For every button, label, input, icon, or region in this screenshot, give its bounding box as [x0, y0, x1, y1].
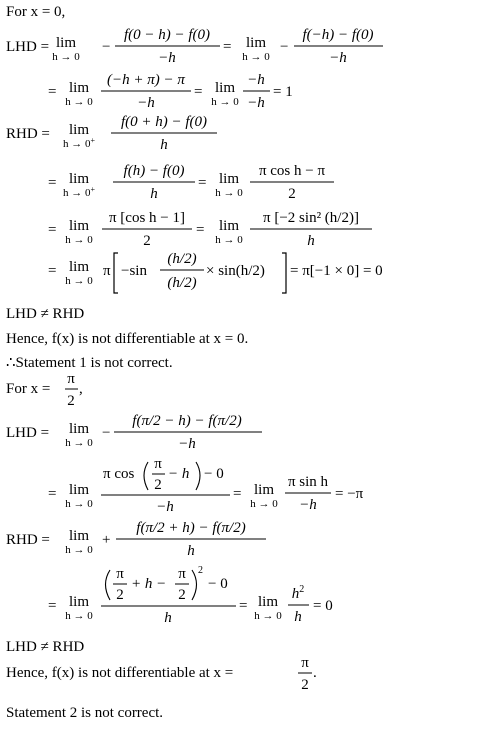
fraction-denominator: −h	[137, 95, 155, 111]
fraction-numerator: π [−2 sin² (h/2)]	[263, 210, 359, 226]
equals-sign: =	[48, 486, 57, 502]
plus-sign: +	[102, 532, 111, 548]
fraction-denominator: h	[160, 137, 168, 153]
inner-tail: − h	[168, 466, 190, 482]
expr-tail: − 0	[208, 576, 228, 592]
lim-operator: lim	[68, 122, 90, 138]
lim-subscript: h → 0	[65, 544, 93, 556]
lim-operator: lim	[68, 80, 90, 96]
equals-sign: =	[198, 175, 207, 191]
lim-operator: lim	[68, 528, 90, 544]
lim-operator: lim	[68, 421, 90, 437]
lim-subscript: h → 0	[254, 610, 282, 622]
fraction-denominator: 2	[288, 186, 296, 202]
fraction-numerator: −h	[247, 72, 265, 88]
lim-operator: lim	[218, 218, 240, 234]
lim-operator: lim	[218, 171, 240, 187]
inequality-statement: LHD ≠ RHD	[6, 306, 85, 322]
case2-rhd-label: RHD =	[6, 532, 50, 548]
fraction-numerator: π	[116, 566, 124, 582]
lim-subscript: h → 0+	[62, 185, 96, 199]
left-bracket	[114, 253, 118, 293]
minus-sign: −	[280, 39, 289, 55]
fraction-denominator: h	[150, 186, 158, 202]
fraction-denominator: h	[187, 543, 195, 559]
right-paren	[192, 570, 197, 600]
hence-statement: Hence, f(x) is not differentiable at x =	[6, 665, 234, 681]
fraction-denominator: 2	[67, 393, 75, 409]
fraction-denominator: −h	[178, 436, 196, 452]
fraction-numerator: π cos h − π	[258, 163, 326, 179]
lim-subscript: h → 0	[211, 96, 239, 108]
fraction-numerator: π	[178, 566, 186, 582]
fraction-denominator: −h	[329, 50, 347, 66]
lim-operator: lim	[68, 171, 90, 187]
minus-sign: −	[102, 39, 111, 55]
equals-sign: =	[48, 84, 57, 100]
hence-statement: Hence, f(x) is not differentiable at x = 0.	[6, 331, 249, 347]
lim-subscript: h → 0	[52, 51, 80, 63]
equals-sign: =	[196, 222, 205, 238]
fraction-denominator: 2	[116, 587, 124, 603]
equals-sign: =	[48, 175, 57, 191]
fraction-numerator: f(0 − h) − f(0)	[123, 27, 211, 43]
fraction-denominator: −h	[247, 95, 265, 111]
lim-subscript: h → 0+	[62, 136, 96, 150]
middle-term: + h −	[131, 576, 167, 592]
punctuation: ,	[79, 381, 83, 397]
fraction-numerator: f(0 + h) − f(0)	[120, 114, 208, 130]
lim-subscript: h → 0	[65, 275, 93, 287]
fraction-denominator: 2	[178, 587, 186, 603]
fraction-numerator: π sin h	[287, 474, 329, 490]
lim-operator: lim	[55, 35, 77, 51]
lim-subscript: h → 0	[215, 187, 243, 199]
lim-operator: lim	[245, 35, 267, 51]
fraction-denominator: 2	[143, 233, 151, 249]
fraction-numerator: π	[67, 371, 75, 387]
result-value: = 1	[273, 84, 293, 100]
minus-sign: −	[102, 425, 111, 441]
right-paren	[196, 462, 200, 490]
lim-subscript: h → 0	[250, 498, 278, 510]
equals-sign: =	[233, 486, 242, 502]
case1-lhd-label: LHD =	[6, 39, 50, 55]
left-paren	[144, 462, 148, 490]
lim-operator: lim	[253, 482, 275, 498]
lim-subscript: h → 0	[65, 96, 93, 108]
fraction-denominator: (h/2)	[167, 275, 197, 291]
lim-subscript: h → 0	[65, 437, 93, 449]
left-paren	[106, 570, 111, 600]
result-value: = π[−1 × 0] = 0	[290, 263, 383, 279]
equals-sign: =	[48, 263, 57, 279]
equals-sign: =	[223, 39, 232, 55]
fraction-numerator: f(π/2 − h) − f(π/2)	[132, 413, 242, 429]
fraction-numerator: f(π/2 + h) − f(π/2)	[136, 520, 246, 536]
lim-subscript: h → 0	[65, 498, 93, 510]
lim-operator: lim	[68, 218, 90, 234]
inequality-statement: LHD ≠ RHD	[6, 639, 85, 655]
fraction-denominator: 2	[154, 477, 162, 493]
lim-operator: lim	[214, 80, 236, 96]
lim-operator: lim	[68, 482, 90, 498]
fraction-denominator: −h	[158, 50, 176, 66]
fraction-numerator: (h/2)	[167, 251, 197, 267]
case1-rhd-label: RHD =	[6, 126, 50, 142]
fraction-numerator: (−h + π) − π	[107, 72, 185, 88]
lim-subscript: h → 0	[215, 234, 243, 246]
lim-operator: lim	[68, 594, 90, 610]
right-bracket	[282, 253, 286, 293]
fraction-denominator: h	[164, 610, 172, 626]
cos-tail: − 0	[204, 466, 224, 482]
exponent: 2	[198, 565, 203, 576]
lim-subscript: h → 0	[242, 51, 270, 63]
lim-operator: lim	[257, 594, 279, 610]
equals-sign: =	[48, 598, 57, 614]
punctuation: .	[313, 665, 317, 681]
fraction-denominator: 2	[301, 677, 309, 693]
result-value: = 0	[313, 598, 333, 614]
conclusion-statement: ∴Statement 1 is not correct.	[6, 355, 173, 371]
case1-heading: For x = 0,	[6, 4, 66, 20]
fraction-numerator: π	[301, 655, 309, 671]
fraction-numerator: $h^2$	[291, 584, 305, 602]
fraction-denominator: h	[307, 233, 315, 249]
pi-symbol: π	[103, 263, 111, 279]
conclusion-statement: Statement 2 is not correct.	[6, 705, 164, 721]
sin-term-tail: × sin(h/2)	[206, 263, 265, 279]
cos-term: π cos	[103, 466, 135, 482]
fraction-denominator: −h	[299, 497, 317, 513]
equals-sign: =	[48, 222, 57, 238]
case2-heading: For x =	[6, 381, 51, 397]
case2-lhd-label: LHD =	[6, 425, 50, 441]
fraction-numerator: f(−h) − f(0)	[302, 27, 374, 43]
fraction-denominator: h	[294, 609, 302, 625]
sin-term: −sin	[121, 263, 147, 279]
fraction-numerator: π	[154, 456, 162, 472]
lim-subscript: h → 0	[65, 234, 93, 246]
result-value: = −π	[335, 486, 364, 502]
fraction-numerator: π [cos h − 1]	[108, 210, 186, 226]
equals-sign: =	[239, 598, 248, 614]
lim-operator: lim	[68, 259, 90, 275]
fraction-numerator: f(h) − f(0)	[123, 163, 185, 179]
fraction-denominator: −h	[156, 499, 174, 515]
lim-subscript: h → 0	[65, 610, 93, 622]
equals-sign: =	[194, 84, 203, 100]
